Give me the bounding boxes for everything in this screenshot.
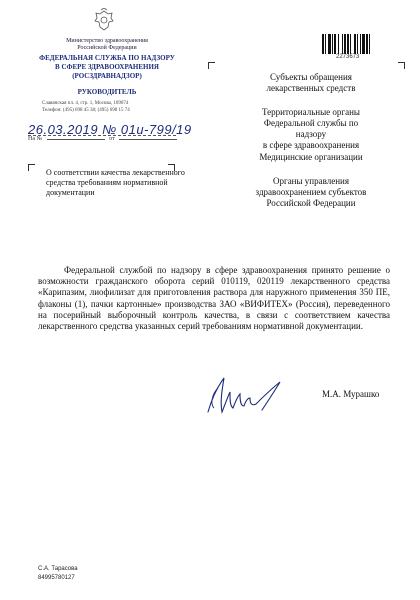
head-title: РУКОВОДИТЕЛЬ	[77, 88, 137, 96]
recipient-block-4	[252, 176, 370, 209]
handwritten-signature	[200, 368, 300, 418]
reference-row	[28, 136, 177, 142]
recipient-block-3	[252, 152, 370, 163]
recipient-bracket-left	[208, 62, 215, 69]
recipient-1-line2: лекарственных средств	[266, 83, 356, 93]
executor-name: С.А. Тарасова	[38, 566, 78, 572]
address-line2: Телефон: (495) 698 45 38; (495) 698 15 74	[42, 108, 130, 113]
na-label: На №	[28, 136, 43, 142]
recipient-4-line3: Российской Федерации	[266, 198, 356, 208]
recipient-4-line1: Органы управления	[273, 176, 349, 186]
address-line1: Славянская пл. 4, стр. 1, Москва, 109074	[42, 101, 129, 106]
barcode-number: 2273673	[336, 54, 360, 60]
recipient-2-line3: в сфере здравоохранения	[262, 140, 360, 150]
signer-name: М.А. Мурашко	[322, 389, 380, 399]
service-name-line1: ФЕДЕРАЛЬНАЯ СЛУЖБА ПО НАДЗОРУ	[39, 54, 175, 62]
recipient-2-line2: Федеральной службы по надзору	[263, 118, 359, 139]
barcode-icon	[322, 34, 380, 54]
executor-phone: 84995780127	[38, 575, 75, 581]
ot-label: от	[109, 136, 115, 142]
letter-body: Федеральной службой по надзору в сфере здравоохранения принято решение о возможности гражданского оборота серий 010119, 020119 лекарственного средства «Карипазим, лиофилизат для приготовления раствора для наружного применения 350 ПЕ, флаконы (1), пачки картонные» производства ЗАО «ВИФИТЕХ» (Россия), переведенного на посерийный выборочный контроль качества, в связи с соответствием качества лекарственного средства указанных серий требованиям нормативной документации.	[38, 265, 390, 332]
outgoing-number: 26.03.2019 № 01и-799/19	[28, 122, 192, 137]
coat-of-arms-icon	[91, 8, 117, 34]
recipient-2-line1: Территориальные органы	[262, 107, 360, 117]
service-abbreviation: (РОСЗДРАВНАДЗОР)	[72, 72, 142, 80]
recipient-4-line2: здравоохранением субъектов	[255, 187, 367, 197]
recipient-1-line1: Субъекты обращения	[270, 72, 352, 82]
recipient-3-line1: Медицинские организации	[259, 152, 363, 162]
service-name-line2: В СФЕРЕ ЗДРАВООХРАНЕНИЯ	[55, 63, 159, 71]
ministry-name-line1: Министерство здравоохранения	[66, 38, 148, 44]
recipient-block-1	[252, 72, 370, 94]
recipient-bracket-right	[398, 62, 405, 69]
letter-subject: О соответствии качества лекарственного средства требованиям нормативной документации	[46, 168, 185, 197]
ministry-name-line2: Российской Федерации	[77, 45, 137, 51]
subject-bracket-left	[28, 164, 35, 171]
recipient-block-2	[252, 107, 370, 151]
